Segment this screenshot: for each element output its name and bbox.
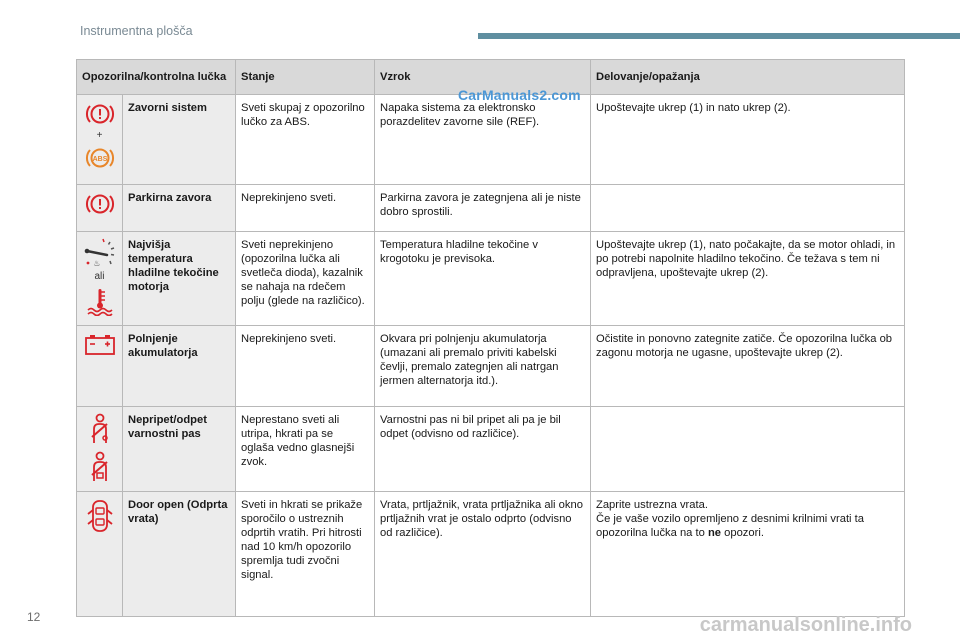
light-name: Najvišja temperatura hladilne tekočine motorja — [123, 232, 236, 326]
light-name: Door open (Odprta vrata) — [123, 492, 236, 617]
seatbelt-rear-icon — [86, 451, 114, 485]
action-text — [591, 185, 905, 232]
svg-text:♨: ♨ — [92, 259, 101, 268]
icon-cell — [77, 407, 123, 492]
cause-text: Temperatura hladilne tekočine v krogotoku je previsoka. — [375, 232, 591, 326]
cause-text: Vrata, prtljažnik, vrata prtljažnika ali okno prtljažnih vrat je ostalo odprto (odvisno od različice). — [375, 492, 591, 617]
page-header-bar — [478, 33, 960, 39]
battery-icon — [84, 332, 116, 356]
door-open-icon — [87, 498, 113, 534]
action-line-2 — [596, 513, 864, 539]
action-text: Upoštevajte ukrep (1), nato počakajte, da se motor ohladi, in po potrebi napolnite hladilno tekočino. Če težava s tem ni odpravljena, upoštevajte ukrep (2). — [591, 232, 905, 326]
light-name: Parkirna zavora — [123, 185, 236, 232]
icon-cell — [77, 326, 123, 407]
parking-brake-icon — [85, 191, 115, 217]
icon-separator-or: ali — [94, 271, 105, 282]
action-text: Očistite in ponovno zategnite zatiče. Če opozorilna lučka ob zagonu motorja ne ugasne, upoštevajte ukrep (2). — [591, 326, 905, 407]
action-text: Upoštevajte ukrep (1) in nato ukrep (2). — [591, 95, 905, 185]
state-text: Neprekinjeno sveti. — [236, 326, 375, 407]
cause-text: Napaka sistema za elektronsko porazdelitev zavorne sile (REF). — [375, 95, 591, 185]
light-name: Polnjenje akumulatorja — [123, 326, 236, 407]
action-text — [591, 407, 905, 492]
coolant-gauge-icon — [83, 238, 117, 268]
action-line-2-post: opozori. — [721, 527, 764, 539]
state-text: Sveti skupaj z opozorilno lučko za ABS. — [236, 95, 375, 185]
table-row — [77, 407, 905, 492]
state-text: Neprekinjeno sveti. — [236, 185, 375, 232]
seatbelt-front-icon — [86, 413, 114, 447]
light-name: Nepripet/odpet varnostni pas — [123, 407, 236, 492]
action-line-1: Zaprite ustrezna vrata. — [596, 499, 708, 511]
light-name: Zavorni sistem — [123, 95, 236, 185]
action-text-multi — [591, 492, 905, 617]
icon-cell — [77, 492, 123, 617]
cause-text: Parkirna zavora je zategnjena ali je niste dobro sprostili. — [375, 185, 591, 232]
table-row — [77, 326, 905, 407]
column-header-cause: Vzrok — [375, 60, 591, 95]
brake-warning-icon — [85, 101, 115, 127]
column-header-light: Opozorilna/kontrolna lučka — [77, 60, 236, 95]
watermark-bottom: carmanualsonline.info — [699, 614, 912, 636]
action-line-2-bold: ne — [707, 527, 722, 539]
action-line-2-pre: Če je vaše vozilo opremljeno z desnimi krilnimi vrati ta opozorilna lučka na to — [596, 513, 864, 539]
table-row — [77, 185, 905, 232]
table-row — [77, 95, 905, 185]
icon-cell — [77, 185, 123, 232]
svg-text:ABS: ABS — [92, 155, 107, 163]
page-header-title: Instrumentna plošča — [80, 24, 193, 38]
icon-cell — [77, 232, 123, 326]
icon-separator-plus: + — [96, 130, 103, 141]
abs-warning-icon — [85, 145, 115, 171]
icon-cell — [77, 95, 123, 185]
column-header-state: Stanje — [236, 60, 375, 95]
column-header-action: Delovanje/opažanja — [591, 60, 905, 95]
state-text: Sveti neprekinjeno (opozorilna lučka ali svetleča dioda), kazalnik se nahaja na rdečem polju (glede na različico). — [236, 232, 375, 326]
watermark-top: CarManuals2.com — [458, 87, 581, 103]
warning-lights-table — [76, 59, 905, 617]
state-text: Neprestano sveti ali utripa, hkrati pa se oglaša vedno glasnejši zvok. — [236, 407, 375, 492]
state-text: Sveti in hkrati se prikaže sporočilo o ustreznih odprtih vratih. Pri hitrosti nad 10 km/h opozorilo spremlja tudi zvočni signal. — [236, 492, 375, 617]
table-row — [77, 232, 905, 326]
cause-text: Okvara pri polnjenju akumulatorja (umazani ali premalo priviti kabelski čevlji, premalo zategnjen ali natrgan jermen alternatorja itd.). — [375, 326, 591, 407]
page-number: 12 — [27, 610, 41, 624]
table-row — [77, 492, 905, 617]
coolant-temperature-icon — [85, 286, 115, 316]
cause-text: Varnostni pas ni bil pripet ali pa je bil odpet (odvisno od različice). — [375, 407, 591, 492]
